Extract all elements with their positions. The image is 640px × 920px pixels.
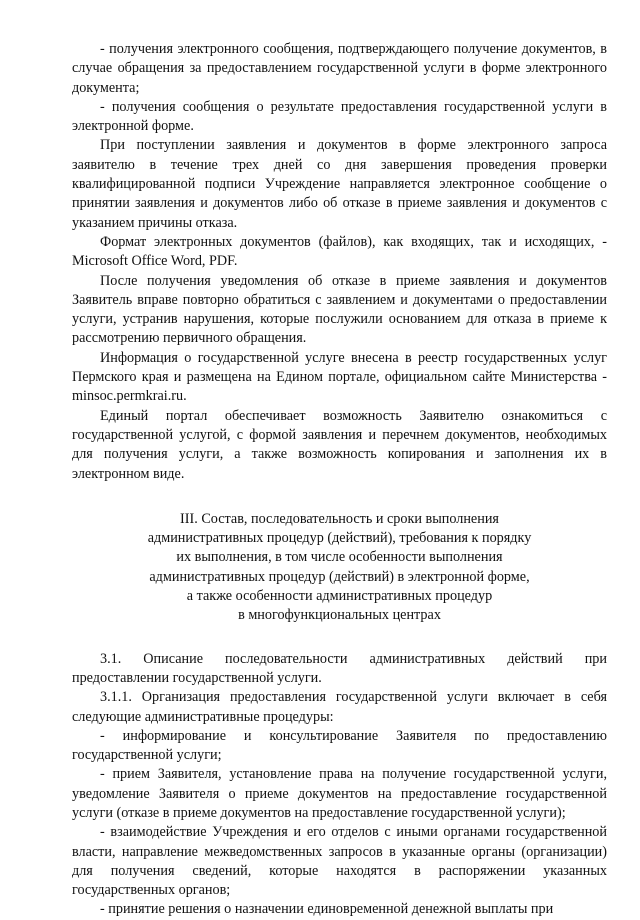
- paragraph: Информация о государственной услуге внесена в реестр государственных услуг Пермского края и размещена на Едином портале, официальном сайте Министерства - minsoc.permkrai.ru.: [72, 349, 607, 405]
- paragraph: 3.1.1. Организация предоставления государственной услуги включает в себя следующие административные процедуры:: [72, 689, 607, 725]
- paragraph: - получения электронного сообщения, подтверждающего получение документов, в случае обращения за предоставлением государственной услуги в форме электронного документа;: [72, 41, 607, 96]
- section-heading-line: административных процедур (действий) в электронной форме,: [149, 568, 530, 585]
- paragraph: - прием Заявителя, установление права на получение государственной услуги, уведомление Заявителя о приеме документов на предоставление государственной услуги (отказе в приеме документов на предоставление государственной услуги);: [72, 766, 607, 821]
- section-heading-line: в многофункциональных центрах: [238, 607, 441, 624]
- section-heading-line: их выполнения, в том числе особенности выполнения: [176, 549, 503, 566]
- paragraph: После получения уведомления об отказе в приеме заявления и документов Заявитель вправе повторно обратиться с заявлением и документами о предоставлении услуги, устранив нарушения, которые послужили основанием для отказа в приеме к рассмотрению первичного обращения.: [72, 272, 607, 347]
- paragraph: - получения сообщения о результате предоставления государственной услуги в электронной форме.: [72, 98, 607, 135]
- paragraph: - информирование и консультирование Заявителя по предоставлению государственной услуги;: [72, 727, 607, 764]
- paragraph: Формат электронных документов (файлов), как входящих, так и исходящих, - Microsoft Office Word, PDF.: [72, 233, 607, 270]
- section-heading: [72, 510, 607, 626]
- section-heading-line: III. Состав, последовательность и сроки выполнения: [180, 510, 499, 527]
- section-heading-line: а также особенности административных процедур: [186, 588, 493, 605]
- paragraph: - принятие решения о назначении единовременной денежной выплаты при: [100, 901, 554, 918]
- paragraph: Единый портал обеспечивает возможность Заявителю ознакомиться с государственной услугой, с формой заявления и перечнем документов, необходимых для получения услуги, а также возможность копирования и заполнения их в электронном виде.: [72, 407, 607, 482]
- paragraph: 3.1. Описание последовательности административных действий при предоставлении государственной услуги.: [72, 650, 607, 686]
- paragraph: При поступлении заявления и документов в форме электронного запроса заявителю в течение трех дней со дня завершения проведения проверки квалифицированной подписи Учреждение направляется электронное сообщение о принятии заявления и документов либо об отказе в приеме заявления и документов с указанием причины отказа.: [72, 137, 607, 231]
- section-heading-line: административных процедур (действий), требования к порядку: [147, 530, 532, 547]
- paragraph: - взаимодействие Учреждения и его отделов с иными органами государственной власти, направление межведомственных запросов в указанные органы (организации) для получения сведений, которые находятся в распоряжении указанных государственных органов;: [72, 824, 607, 899]
- document-page: [72, 40, 607, 920]
